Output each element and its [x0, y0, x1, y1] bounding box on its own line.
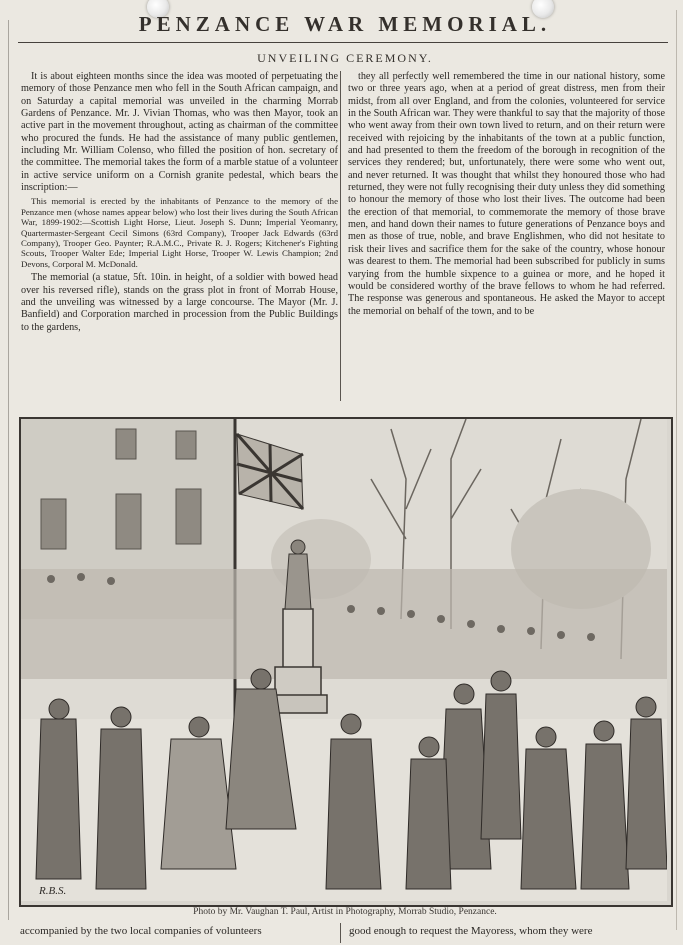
title-rule [18, 42, 668, 43]
bottom-left-continuation: accompanied by the two local companies of volunteers [20, 925, 262, 937]
photo-caption: Photo by Mr. Vaughan T. Paul, Artist in Photography, Morrab Studio, Penzance. [193, 907, 497, 917]
memorial-illustration [19, 417, 673, 907]
bottom-right-continuation: good enough to request the Mayoress, whom they were [349, 925, 593, 937]
clipping-edge [676, 10, 677, 930]
illustration-signature: R.B.S. [39, 885, 67, 897]
column-divider [340, 71, 341, 401]
paragraph: they all perfectly well remembered the time in our national history, some two or three years ago, when at a period of great distress, men from their midst, from all over England, and from the colonies, volunteered for service in the South African war. They were thankful to say that the majority of those who went away from their own town lived to return, and on their return were received with rejoicing by the inhabitants of the town at a public function, and had presented to them the freedom of the borough in recognition of the services they rendered; but, unfortunately, there were some who went out, and never returned. It was thought that whilst they honoured those who had returned, they were not fully recognising their duty unless they did something to honour the memory of those who lost their lives. The outcome had been the erection of that memorial, to commemorate the memory of those brave men, and hand down their names to future generations of Penzance boys and men as those of true, noble, and brave Englishmen, who did not hesitate to risk their lives and sacrifice them for the sake of the country, whose honour was dearest to them. The memorial had been subscribed for publicly in sums varying from the humble sixpence to a guinea or more, and he hoped it would be considered worthy of the brave fellows to whom he had referred. The response was generous and spontaneous. He asked the Mayor to accept the memorial on behalf of the town, and to be [348, 71, 665, 317]
column-divider [340, 923, 341, 943]
article-title: PENZANCE WAR MEMORIAL. [138, 12, 552, 36]
right-column [348, 71, 665, 318]
article-subtitle: UNVEILING CEREMONY. [257, 51, 433, 65]
paragraph: The memorial (a statue, 5ft. 10in. in height, of a soldier with bowed head over his reversed rifle), stands on the grass plot in front of Morrab House, and the unveiling was witnessed by a large concourse. The Mayor (Mr. J. Banfield) and Corporation marched in procession from the Public Buildings to the gardens, [21, 272, 338, 333]
left-column [21, 71, 338, 334]
inscription-paragraph: This memorial is erected by the inhabitants of Penzance to the memory of the Penzance men (whose names appear below) who lost their lives during the South African War, 1899-1902:—Scottish Light Horse, Lieut. Joseph S. Dunn; Imperial Yeomanry, Quartermaster-Sergeant Cecil Simons (63rd Company), Trooper Jack Edwards (63rd Company), Trooper Geo. Paynter; R.A.M.C., Private R. J. Rogers; Kitchener's Fighting Scouts, Trooper Walter Ede; Imperial Light Horse, Trooper W. Lewis Champion; 2nd Devons, Corporal M. McDonald. [21, 196, 338, 269]
adjacent-clipping-edge [2, 20, 9, 920]
paragraph: It is about eighteen months since the idea was mooted of perpetuating the memory of those Penzance men who fell in the South African campaign, and on Saturday a capital memorial was unveiled in the charming Morrab Gardens of Penzance. Mr. J. Vivian Thomas, who was then Mayor, took an active part in the movement throughout, acting as chairman of the committee who procured the funds. He had the assistance of many public gentlemen, including Mr. William Colenso, who filled the position of hon. secretary of the committee. The memorial takes the form of a marble statue of a volunteer in active service uniform on a Cornish granite pedestal, which bears the inscription:— [21, 71, 338, 194]
